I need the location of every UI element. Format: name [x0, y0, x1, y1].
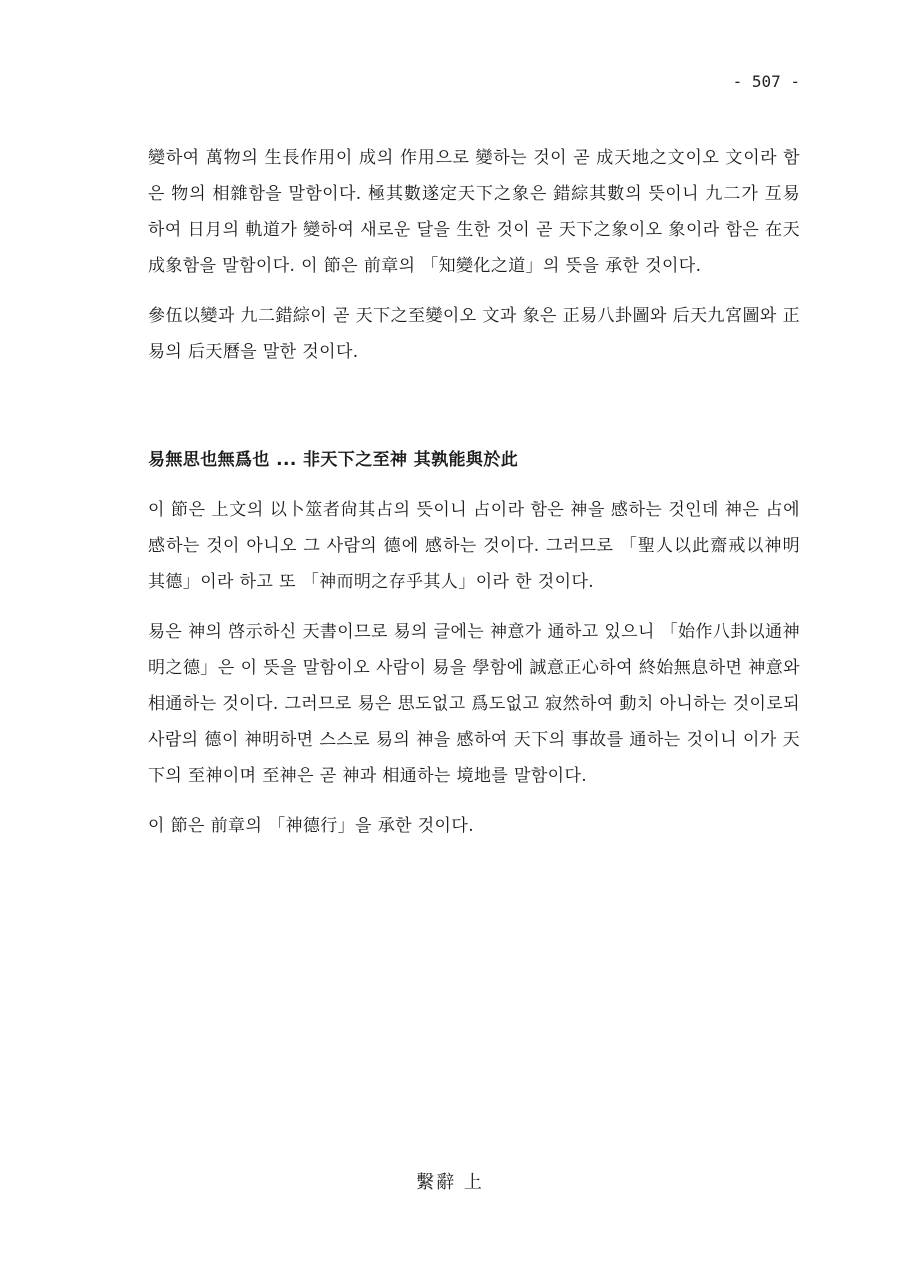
body-paragraph: 이 節은 上文의 以卜筮者尙其占의 뜻이니 占이라 함은 神을 感하는 것인데 神은 占에 感하는 것이 아니오 그 사람의 德에 感하는 것이다. 그러므로 「聖人以此齋戒以神明其德」이라 하고 또 「神而明之存乎其人」이라 한 것이다.: [148, 500, 800, 592]
page-number: - 507 -: [732, 72, 800, 91]
body-paragraph: 易은 神의 啓示하신 天書이므로 易의 글에는 神意가 通하고 있으니 「始作八卦以通神明之德」은 이 뜻을 말함이오 사람이 易을 學함에 誠意正心하여 終始無息하면 神意와 相通하는 것이다. 그러므로 易은 思도없고 爲도없고 寂然하여 動치 아니하는 것이로되 사람의 德이 神明하면 스스로 易의 神을 感하여 天下의 事故를 通하는 것이니 이가 天下의 至神이며 至神은 곧 神과 相通하는 境地를 말함이다.: [148, 622, 800, 786]
section-heading: 易無思也無爲也 ... 非天下之至神 其孰能與於此: [148, 450, 519, 470]
body-paragraph: 變하여 萬物의 生長作用이 成의 作用으로 變하는 것이 곧 成天地之文이오 文이라 함은 物의 相雜함을 말함이다. 極其數遂定天下之象은 錯綜其數의 뜻이니 九二가 互易하여 日月의 軌道가 變하여 새로운 달을 生한 것이 곧 天下之象이오 象이라 함은 在天成象함을 말함이다. 이 節은 前章의 「知變化之道」의 뜻을 承한 것이다.: [148, 148, 800, 276]
body-paragraph: 參伍以變과 九二錯綜이 곧 天下之至變이오 文과 象은 正易八卦圖와 后天九宮圖와 正易의 后天曆을 말한 것이다.: [148, 306, 800, 362]
page-body: [148, 140, 800, 844]
running-footer: 繫辭 上: [416, 1172, 484, 1193]
body-paragraph: 이 節은 前章의 「神德行」을 承한 것이다.: [148, 816, 474, 836]
